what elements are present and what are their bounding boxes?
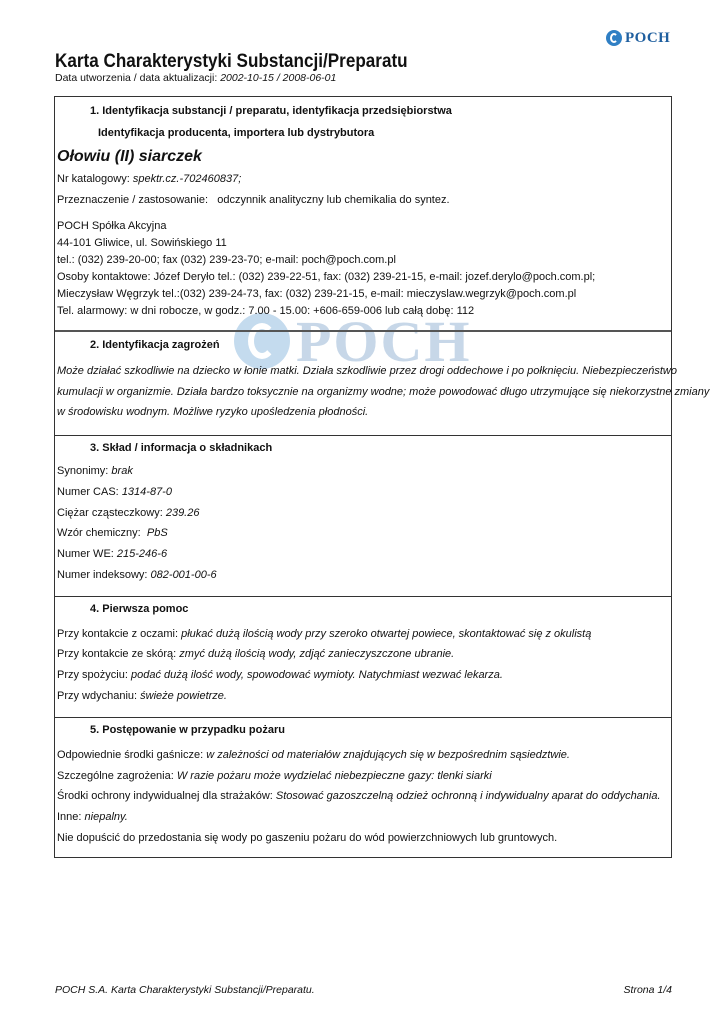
row-value: brak <box>111 465 133 477</box>
fire-note: Nie dopuścić do przedostania się wody po gaszeniu pożaru do wód powierzchniowych lub gruntowych. <box>57 832 558 844</box>
section-4-heading: 4. Pierwsza pomoc <box>90 603 189 615</box>
purpose-value: odczynnik analityczny lub chemikalia do syntez. <box>217 194 450 206</box>
section-5-heading: 5. Postępowanie w przypadku pożaru <box>90 724 285 736</box>
company-line: Mieczysław Węgrzyk tel.:(032) 239-24-73, fax: (032) 239-21-15, e-mail: mieczyslaw.wegrzyk@poch.com.pl <box>57 288 577 300</box>
footer-page-number: Strona 1/4 <box>623 984 672 996</box>
row-value: w zależności od materiałów znajdujących się w bezpośrednim sąsiedztwie. <box>206 749 570 761</box>
row-value: PbS <box>146 527 168 539</box>
section-2-heading: 2. Identyfikacja zagrożeń <box>90 339 220 351</box>
purpose-line <box>57 194 450 206</box>
catalog-label: Nr katalogowy: <box>57 173 130 185</box>
row-value: świeże powietrze. <box>140 690 227 702</box>
company-line: tel.: (032) 239-20-00; fax (032) 239-23-70; e-mail: poch@poch.com.pl <box>57 254 396 266</box>
row-value: 239.26 <box>165 507 200 519</box>
section-divider <box>55 435 671 436</box>
poch-logo <box>606 27 672 49</box>
first-aid-row <box>57 690 227 702</box>
row-value: W razie pożaru może wydzielać niebezpieczne gazy: tlenki siarki <box>176 770 492 782</box>
row-label: Przy kontakcie z oczami: <box>57 628 179 640</box>
first-aid-row <box>57 669 503 681</box>
company-line: 44-101 Gliwice, ul. Sowińskiego 11 <box>57 237 227 249</box>
section-divider <box>55 717 671 718</box>
row-value: Stosować gazoszczelną odzież ochronną i indywidualny aparat do oddychania. <box>275 790 661 802</box>
composition-row <box>57 548 167 560</box>
row-value: niepalny. <box>84 811 128 823</box>
row-label: Przy wdychaniu: <box>57 690 138 702</box>
row-value: 082-001-00-6 <box>150 569 217 581</box>
company-line: POCH Spółka Akcyjna <box>57 220 167 232</box>
row-label: Inne: <box>57 811 82 823</box>
hazard-line: Może działać szkodliwie na dziecko w łonie matki. Działa szkodliwie przez drogi oddechowe i po połknięciu. Niebezpieczeństwo <box>57 365 677 377</box>
row-value: 1314-87-0 <box>121 486 172 498</box>
section-1-subheading: Identyfikacja producenta, importera lub dystrybutora <box>98 127 375 139</box>
catalog-line <box>57 173 241 185</box>
row-label: Numer indeksowy: <box>57 569 148 581</box>
fire-row <box>57 811 128 823</box>
dates-value: 2002-10-15 / 2008-06-01 <box>220 72 337 84</box>
row-label: Numer CAS: <box>57 486 119 498</box>
row-label: Wzór chemiczny: <box>57 527 141 539</box>
row-label: Szczególne zagrożenia: <box>57 770 174 782</box>
company-line: Tel. alarmowy: w dni robocze, w godz.: 7.00 - 15.00: +606-659-006 lub całą dobę: 112 <box>57 305 475 317</box>
section-divider <box>55 596 671 597</box>
row-label: Przy kontakcie ze skórą: <box>57 648 177 660</box>
hazard-line: w środowisku wodnym. Możliwe ryzyko upośledzenia płodności. <box>57 406 369 418</box>
poch-watermark-text: POCH <box>296 308 472 374</box>
fire-row <box>57 770 492 782</box>
composition-row <box>57 507 199 519</box>
row-value: podać dużą ilość wody, spowodować wymioty. Natychmiast wezwać lekarza. <box>130 669 503 681</box>
row-label: Synonimy: <box>57 465 109 477</box>
hazard-line: kumulacji w organizmie. Działa bardzo toksycznie na organizmy wodne; może powodować długo utrzymujące się niekorzystne zmiany <box>57 386 710 398</box>
row-value: zmyć dużą ilością wody, zdjąć zanieczyszczone ubranie. <box>179 648 455 660</box>
footer-document-title: POCH S.A. Karta Charakterystyki Substancji/Preparatu. <box>55 984 315 996</box>
product-name: Ołowiu (II) siarczek <box>57 148 202 165</box>
composition-row <box>57 465 133 477</box>
composition-row <box>57 569 217 581</box>
row-label: Środki ochrony indywidualnej dla strażaków: <box>57 790 273 802</box>
fire-row <box>57 749 570 761</box>
row-value: 215-246-6 <box>116 548 168 560</box>
first-aid-row <box>57 648 454 660</box>
document-box <box>54 96 710 858</box>
first-aid-row <box>57 628 591 640</box>
row-label: Ciężar cząsteczkowy: <box>57 507 163 519</box>
composition-row <box>57 527 168 539</box>
section-divider <box>55 330 671 332</box>
row-label: Przy spożyciu: <box>57 669 128 681</box>
dates-label: Data utworzenia / data aktualizacji: <box>55 72 218 84</box>
poch-logo-text: POCH <box>625 29 671 46</box>
section-1-heading: 1. Identyfikacja substancji / preparatu, identyfikacja przedsiębiorstwa <box>90 105 452 117</box>
row-label: Numer WE: <box>57 548 114 560</box>
dates-line <box>55 72 336 84</box>
row-label: Odpowiednie środki gaśnicze: <box>57 749 204 761</box>
composition-row <box>57 486 172 498</box>
catalog-value: spektr.cz.-702460837; <box>132 173 242 185</box>
fire-row <box>57 790 661 802</box>
company-line: Osoby kontaktowe: Józef Deryło tel.: (032) 239-22-51, fax: (032) 239-21-15, e-mail: jozef.derylo@poch.com.pl; <box>57 271 596 283</box>
poch-logo-icon <box>606 30 622 46</box>
page-title: Karta Charakterystyki Substancji/Preparatu <box>55 51 408 72</box>
row-value: płukać dużą ilością wody przy szeroko otwartej powiece, skontaktować się z okulistą <box>181 628 592 640</box>
section-3-heading: 3. Skład / informacja o składnikach <box>90 442 273 454</box>
purpose-label: Przeznaczenie / zastosowanie: <box>57 194 209 206</box>
